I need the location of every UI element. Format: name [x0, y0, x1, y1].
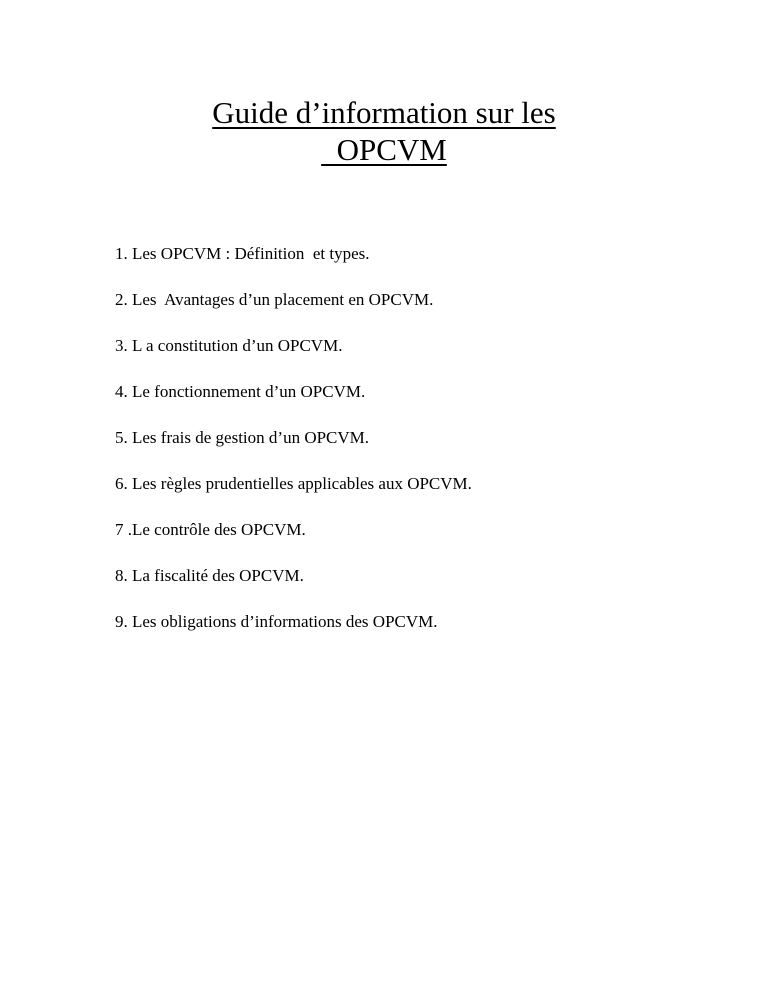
toc-item-9: 9. Les obligations d’informations des OPCVM. [115, 612, 438, 631]
title-row-1 [0, 94, 768, 131]
toc-item-6: 6. Les règles prudentielles applicables aux OPCVM. [115, 474, 472, 493]
title-row-2 [0, 131, 768, 168]
title-line-1: Guide d’information sur les [212, 95, 556, 130]
table-of-contents [115, 244, 472, 658]
toc-item-3: 3. L a constitution d’un OPCVM. [115, 336, 343, 355]
toc-item-1: 1. Les OPCVM : Définition et types. [115, 244, 370, 263]
toc-item-4: 4. Le fonctionnement d’un OPCVM. [115, 382, 366, 401]
toc-item-8: 8. La fiscalité des OPCVM. [115, 566, 304, 585]
toc-item-7: 7 .Le contrôle des OPCVM. [115, 520, 306, 539]
title-line-2: OPCVM [321, 132, 447, 167]
document-title [0, 94, 768, 168]
toc-item-2: 2. Les Avantages d’un placement en OPCVM. [115, 290, 434, 309]
toc-item-5: 5. Les frais de gestion d’un OPCVM. [115, 428, 370, 447]
